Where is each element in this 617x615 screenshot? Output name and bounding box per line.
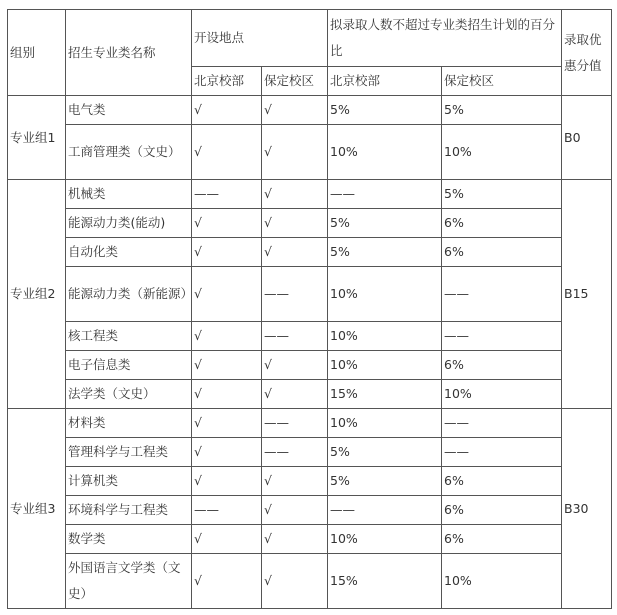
group-name: 专业组2 xyxy=(8,180,66,409)
beijing-percent: 10% xyxy=(328,267,442,322)
major-name: 法学类（文史） xyxy=(66,380,192,409)
major-name: 数学类 xyxy=(66,525,192,554)
baoding-percent: 6% xyxy=(442,351,562,380)
beijing-percent: 5% xyxy=(328,438,442,467)
baoding-percent: 6% xyxy=(442,467,562,496)
major-name: 自动化类 xyxy=(66,238,192,267)
baoding-available: √ xyxy=(262,380,328,409)
baoding-percent: 6% xyxy=(442,238,562,267)
beijing-percent: 5% xyxy=(328,238,442,267)
baoding-available: √ xyxy=(262,467,328,496)
beijing-available: √ xyxy=(192,351,262,380)
header-major: 招生专业类名称 xyxy=(66,10,192,96)
beijing-available: √ xyxy=(192,96,262,125)
beijing-percent: 10% xyxy=(328,322,442,351)
major-name: 能源动力类（新能源） xyxy=(66,267,192,322)
baoding-available: —— xyxy=(262,409,328,438)
beijing-available: √ xyxy=(192,438,262,467)
major-name: 机械类 xyxy=(66,180,192,209)
baoding-percent: —— xyxy=(442,322,562,351)
major-name: 环境科学与工程类 xyxy=(66,496,192,525)
header-ratio-beijing: 北京校部 xyxy=(328,67,442,96)
beijing-available: √ xyxy=(192,322,262,351)
major-name: 电气类 xyxy=(66,96,192,125)
major-name: 能源动力类(能动) xyxy=(66,209,192,238)
baoding-available: √ xyxy=(262,554,328,609)
baoding-percent: —— xyxy=(442,409,562,438)
baoding-percent: 10% xyxy=(442,554,562,609)
beijing-available: √ xyxy=(192,467,262,496)
baoding-percent: 5% xyxy=(442,96,562,125)
major-name: 材料类 xyxy=(66,409,192,438)
group-name: 专业组3 xyxy=(8,409,66,609)
beijing-percent: —— xyxy=(328,180,442,209)
major-name: 外国语言文学类（文史） xyxy=(66,554,192,609)
header-location-baoding: 保定校区 xyxy=(262,67,328,96)
baoding-percent: 6% xyxy=(442,525,562,554)
header-ratio-baoding: 保定校区 xyxy=(442,67,562,96)
beijing-available: √ xyxy=(192,525,262,554)
beijing-available: √ xyxy=(192,380,262,409)
beijing-available: —— xyxy=(192,496,262,525)
beijing-available: —— xyxy=(192,180,262,209)
header-group: 组别 xyxy=(8,10,66,96)
table-body xyxy=(8,96,612,609)
beijing-percent: 5% xyxy=(328,96,442,125)
beijing-percent: 10% xyxy=(328,409,442,438)
beijing-percent: 5% xyxy=(328,467,442,496)
baoding-available: √ xyxy=(262,238,328,267)
header-location-beijing: 北京校部 xyxy=(192,67,262,96)
baoding-percent: 6% xyxy=(442,496,562,525)
beijing-percent: 10% xyxy=(328,351,442,380)
baoding-percent: —— xyxy=(442,267,562,322)
baoding-available: √ xyxy=(262,525,328,554)
beijing-percent: 5% xyxy=(328,209,442,238)
header-bonus: 录取优惠分值 xyxy=(562,10,612,96)
beijing-available: √ xyxy=(192,267,262,322)
beijing-available: √ xyxy=(192,125,262,180)
beijing-percent: —— xyxy=(328,496,442,525)
admission-table xyxy=(7,9,612,609)
baoding-percent: 6% xyxy=(442,209,562,238)
major-name: 工商管理类（文史） xyxy=(66,125,192,180)
beijing-available: √ xyxy=(192,409,262,438)
group-name: 专业组1 xyxy=(8,96,66,180)
beijing-percent: 15% xyxy=(328,554,442,609)
baoding-available: √ xyxy=(262,496,328,525)
major-name: 计算机类 xyxy=(66,467,192,496)
beijing-available: √ xyxy=(192,554,262,609)
baoding-percent: 5% xyxy=(442,180,562,209)
baoding-available: —— xyxy=(262,267,328,322)
major-name: 核工程类 xyxy=(66,322,192,351)
beijing-percent: 10% xyxy=(328,525,442,554)
baoding-percent: 10% xyxy=(442,125,562,180)
baoding-available: √ xyxy=(262,351,328,380)
baoding-available: √ xyxy=(262,209,328,238)
baoding-percent: 10% xyxy=(442,380,562,409)
beijing-percent: 10% xyxy=(328,125,442,180)
baoding-percent: —— xyxy=(442,438,562,467)
baoding-available: —— xyxy=(262,438,328,467)
bonus-score: B0 xyxy=(562,96,612,180)
baoding-available: √ xyxy=(262,180,328,209)
bonus-score: B15 xyxy=(562,180,612,409)
beijing-available: √ xyxy=(192,209,262,238)
major-name: 电子信息类 xyxy=(66,351,192,380)
header-location: 开设地点 xyxy=(192,10,328,67)
header-ratio: 拟录取人数不超过专业类招生计划的百分比 xyxy=(328,10,562,67)
major-name: 管理科学与工程类 xyxy=(66,438,192,467)
bonus-score: B30 xyxy=(562,409,612,609)
baoding-available: √ xyxy=(262,125,328,180)
baoding-available: —— xyxy=(262,322,328,351)
beijing-available: √ xyxy=(192,238,262,267)
baoding-available: √ xyxy=(262,96,328,125)
beijing-percent: 15% xyxy=(328,380,442,409)
